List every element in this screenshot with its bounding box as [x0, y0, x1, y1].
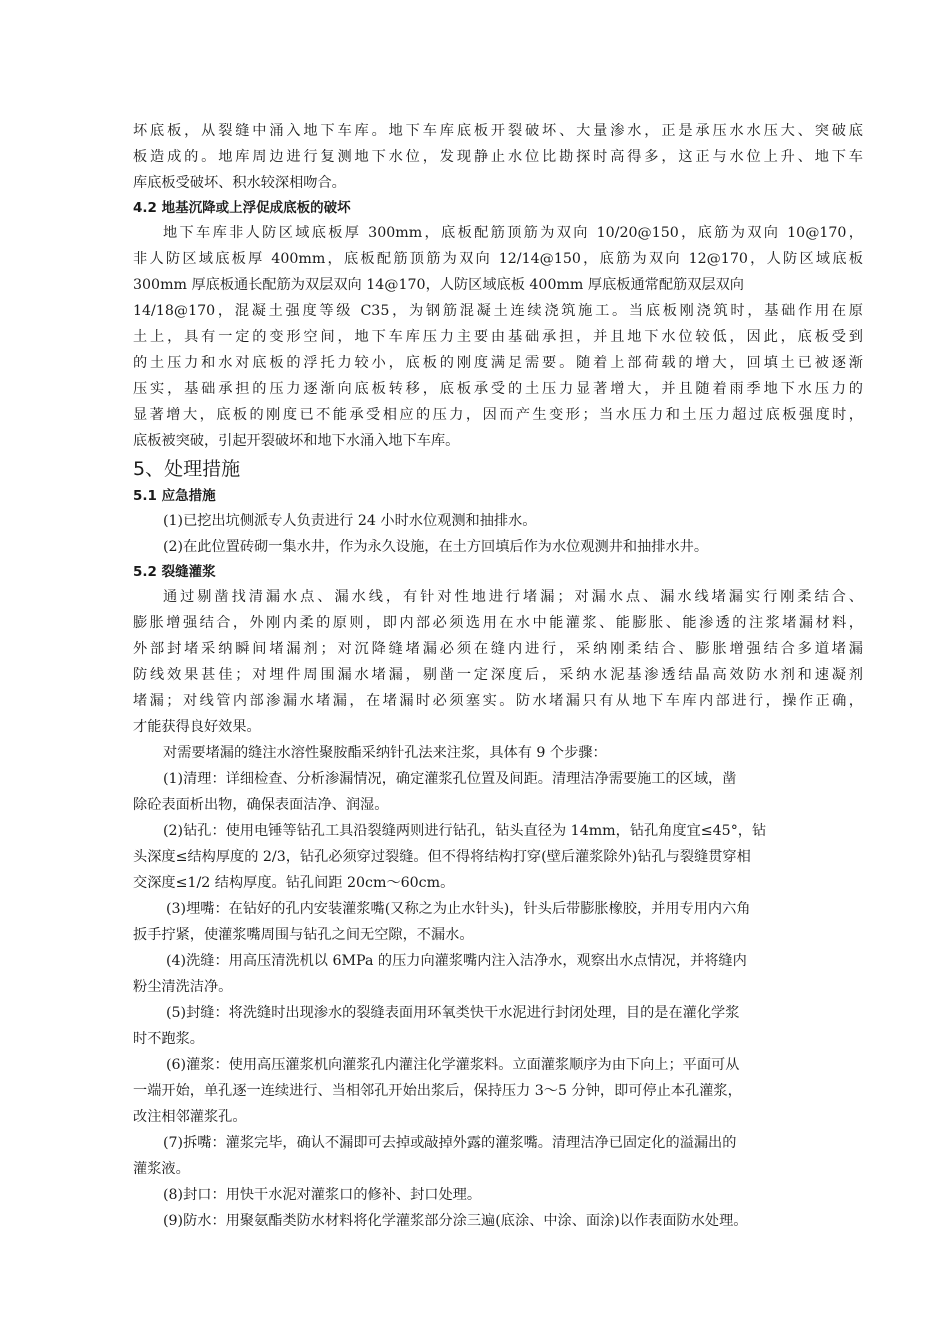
text-line: 坏底板，从裂缝中涌入地下车库。地下车库底板开裂破坏、大量渗水，正是承压水水压大、突破底: [133, 123, 863, 139]
section-heading-4-2: 4.2 地基沉降或上浮促成底板的破坏: [133, 200, 351, 216]
text-line: 的土压力和水对底板的浮托力较小，底板的刚度满足需要。随着上部荷载的增大，回填土已被逐渐: [133, 355, 863, 371]
step-3: [133, 896, 863, 948]
step-line: 粉尘清洗洁净。: [133, 979, 233, 995]
step-line: (1)清理：详细检查、分析渗漏情况，确定灌浆孔位置及间距。清理洁净需要施工的区域，凿: [163, 771, 737, 787]
intro-paragraph: [133, 118, 863, 196]
step-2: [133, 818, 863, 896]
text-line: 板造成的。地库周边进行复测地下水位，发现静止水位比勘探时高得多，这正与水位上升、地下车: [133, 149, 863, 165]
step-1: [133, 766, 863, 818]
document-page: [133, 118, 863, 1234]
list-item: (1)已挖出坑侧派专人负责进行 24 小时水位观测和抽排水。: [163, 513, 537, 529]
step-8: [133, 1182, 863, 1208]
step-line: (9)防水：用聚氨酯类防水材料将化学灌浆部分涂三遍(底涂、中涂、面涂)以作表面防水处理。: [163, 1213, 748, 1229]
step-line: 交深度≤1/2 结构厚度。钻孔间距 20cm～60cm。: [133, 875, 455, 891]
step-line: (4)洗缝：用高压清洗机以 6MPa 的压力向灌浆嘴内注入洁净水，观察出水点情况，并将缝内: [166, 953, 747, 969]
text-line: 300mm 厚底板通长配筋为双层双向 14@170，人防区域底板 400mm 厚底板通常配筋双层双向: [133, 277, 744, 293]
step-line: (3)埋嘴：在钻好的孔内安装灌浆嘴(又称之为止水针头)，针头后带膨胀橡胶，并用专用内六角: [166, 901, 751, 917]
text-line: 压实，基础承担的压力逐渐向底板转移，底板承受的土压力显著增大，并且随着雨季地下水压力的: [133, 381, 863, 397]
text-line: 底板被突破，引起开裂破坏和地下水涌入地下车库。: [133, 433, 460, 449]
section-heading-5-2: 5.2 裂缝灌浆: [133, 564, 216, 580]
step-6: [133, 1052, 863, 1130]
step-line: 头深度≤结构厚度的 2/3，钻孔必须穿过裂缝。但不得将结构打穿(壁后灌浆除外)钻孔与裂缝贯穿相: [133, 849, 751, 865]
section-5-2-paragraph: [133, 584, 863, 740]
step-4: [133, 948, 863, 1000]
step-line: (7)拆嘴：灌浆完毕，确认不漏即可去掉或敲掉外露的灌浆嘴。清理洁净已固定化的溢漏出的: [163, 1135, 737, 1151]
text-line: 库底板受破坏、积水较深相吻合。: [133, 175, 346, 191]
step-line: (8)封口：用快干水泥对灌浆口的修补、封口处理。: [163, 1187, 482, 1203]
step-line: 改注相邻灌浆孔。: [133, 1109, 247, 1125]
step-line: 除砼表面析出物，确保表面洁净、润湿。: [133, 797, 389, 813]
text-line: 对需要堵漏的缝注水溶性聚胺酯采纳针孔法来注浆，具体有 9 个步骤：: [163, 745, 607, 761]
step-5: [133, 1000, 863, 1052]
step-line: 时不跑浆。: [133, 1031, 204, 1047]
step-line: (2)钻孔：使用电锤等钻孔工具沿裂缝两则进行钻孔，钻头直径为 14mm，钻孔角度宜≤45°，钻: [163, 823, 767, 839]
step-line: 扳手拧紧，使灌浆嘴周围与钻孔之间无空隙，不漏水。: [133, 927, 474, 943]
section-heading-5-1: 5.1 应急措施: [133, 488, 216, 504]
text-line: 14/18@170，混凝土强度等级 C35，为钢筋混凝土连续浇筑施工。当底板刚浇筑时，基础作用在原: [133, 303, 863, 319]
step-line: 灌浆液。: [133, 1161, 190, 1177]
step-line: (5)封缝：将洗缝时出现渗水的裂缝表面用环氧类快干水泥进行封闭处理，目的是在灌化学浆: [166, 1005, 740, 1021]
list-item: (2)在此位置砖砌一集水井，作为永久设施，在土方回填后作为水位观测井和抽排水井。: [163, 539, 709, 555]
step-7: [133, 1130, 863, 1182]
step-line: (6)灌浆：使用高压灌浆机向灌浆孔内灌注化学灌浆料。立面灌浆顺序为由下向上；平面可从: [166, 1057, 740, 1073]
text-line: 非人防区域底板厚 400mm，底板配筋顶筋为双向 12/14@150，底筋为双向 12@170，人防区域底板: [133, 251, 863, 267]
text-line: 通过剔凿找清漏水点、漏水线，有针对性地进行堵漏；对漏水点、漏水线堵漏实行刚柔结合、: [163, 589, 863, 605]
text-line: 膨胀增强结合，外刚内柔的原则，即内部必须选用在水中能灌浆、能膨胀、能渗透的注浆堵漏材料，: [133, 615, 863, 631]
text-line: 外部封堵采纳瞬间堵漏剂；对沉降缝堵漏必须在缝内进行，采纳刚柔结合、膨胀增强结合多道堵漏: [133, 641, 863, 657]
step-line: 一端开始，单孔逐一连续进行、当相邻孔开始出浆后，保持压力 3～5 分钟，即可停止本孔灌浆，: [133, 1083, 742, 1099]
step-9: [133, 1208, 863, 1234]
text-line: 才能获得良好效果。: [133, 719, 261, 735]
text-line: 显著增大，底板的刚度已不能承受相应的压力，因而产生变形；当水压力和土压力超过底板强度时，: [133, 407, 863, 423]
section-4-2-paragraph: [133, 220, 863, 454]
text-line: 防线效果甚佳；对埋件周围漏水堵漏，剔凿一定深度后，采纳水泥基渗透结晶高效防水剂和速凝剂: [133, 667, 863, 683]
text-line: 土上，具有一定的变形空间，地下车库压力主要由基础承担，并且地下水位较低，因此，底板受到: [133, 329, 863, 345]
text-line: 地下车库非人防区域底板厚 300mm，底板配筋顶筋为双向 10/20@150，底筋为双向 10@170，: [163, 225, 863, 241]
section-heading-5: 5、处理措施: [133, 458, 241, 480]
text-line: 堵漏；对线管内部渗漏水堵漏，在堵漏时必须塞实。防水堵漏只有从地下车库内部进行，操作正确，: [133, 693, 863, 709]
